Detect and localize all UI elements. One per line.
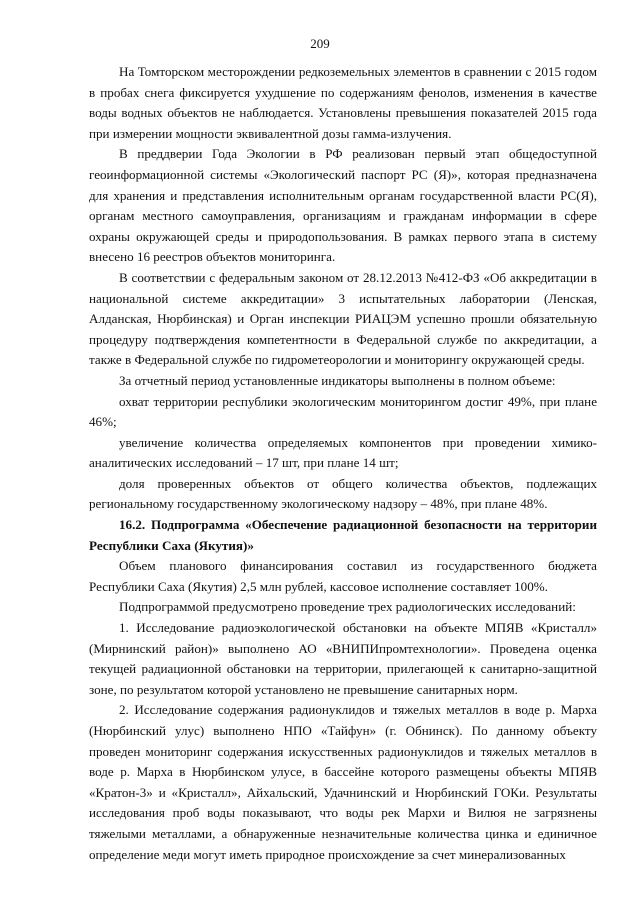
paragraph-indicator-inspections: доля проверенных объектов от общего количества объектов, подлежащих региональному государственному экологическому надзору – 48%, при плане 48%.	[89, 475, 597, 512]
page-content	[89, 62, 597, 865]
paragraph-eco-passport: В преддверии Года Экологии в РФ реализован первый этап общедоступной геоинформационной системы «Экологический паспорт РС (Я)», которая предназначена для хранения и представления исполнительным органам государственной власти РС(Я), органам местного самоуправления, организациям и гражданам информации в сфере охраны окружающей среды и природопользования. В рамках первого этапа в систему внесено 16 реестров объектов мониторинга.	[89, 146, 597, 265]
paragraph-tomtor-deposit: На Томторском месторождении редкоземельных элементов в сравнении с 2015 годом в пробах снега фиксируется ухудшение по содержаниям фенолов, изменения в качестве воды водных объектов не наблюдается. Установлены превышения показателей 2015 года при измерении мощности эквивалентной дозы гамма-излучения.	[89, 64, 597, 141]
paragraph-study-2: 2. Исследование содержания радионуклидов и тяжелых металлов в воде р. Марха (Нюрбинский улус) выполнено НПО «Тайфун» (г. Обнинск). По данному объекту проведен мониторинг содержания искусственных радионуклидов и тяжелых металлов в воде р. Марха в Нюрбинском улусе, в бассейне которого размещены объекты МПЯВ «Кратон-3» и «Кристалл», Айхальский, Удачнинский и Нюрбинский ГОКи. Результаты исследования проб воды показывают, что воды рек Мархи и Вилюя не загрязнены тяжелыми металлами, а обнаруженные незначительные количества цинка и единичное определение меди могут иметь природное происхождение за счет минерализованных	[89, 702, 597, 862]
paragraph-indicator-coverage: охват территории республики экологическим мониторингом достиг 49%, при плане 46%;	[89, 393, 597, 430]
paragraph-study-1: 1. Исследование радиоэкологической обстановки на объекте МПЯВ «Кристалл» (Мирнинский район)» выполнено АО «ВНИПИпромтехнологии». Проведена оценка текущей радиационной обстановки на территории, прилегающей к санитарно-защитной зоне, по результатом которой установлено не превышение санитарных норм.	[89, 620, 597, 697]
section-heading-16-2: 16.2. Подпрограмма «Обеспечение радиационной безопасности на территории Республики Саха (Якутия)»	[89, 517, 597, 553]
paragraph-indicator-components: увеличение количества определяемых компонентов при проведении химико-аналитических исследований – 17 шт, при плане 14 шт;	[89, 434, 597, 471]
page-number: 209	[310, 36, 330, 51]
paragraph-accreditation: В соответствии с федеральным законом от 28.12.2013 №412-ФЗ «Об аккредитации в национальной системе аккредитации» 3 испытательных лаборатории (Ленская, Алданская, Нюрбинская) и Орган инспекции РИАЦЭМ успешно прошли обязательную процедуру подтверждения компетентности в Федеральной службе по аккредитации, а также в Федеральной службе по гидрометеорологии и мониторингу окружающей среды.	[89, 269, 597, 368]
paragraph-financing: Объем планового финансирования составил из государственного бюджета Республики Саха (Якутия) 2,5 млн рублей, кассовое исполнение составляет 100%.	[89, 558, 597, 594]
paragraph-studies-intro: Подпрограммой предусмотрено проведение трех радиологических исследований:	[119, 599, 576, 615]
paragraph-indicators-intro: За отчетный период установленные индикаторы выполнены в полном объеме:	[119, 372, 556, 388]
